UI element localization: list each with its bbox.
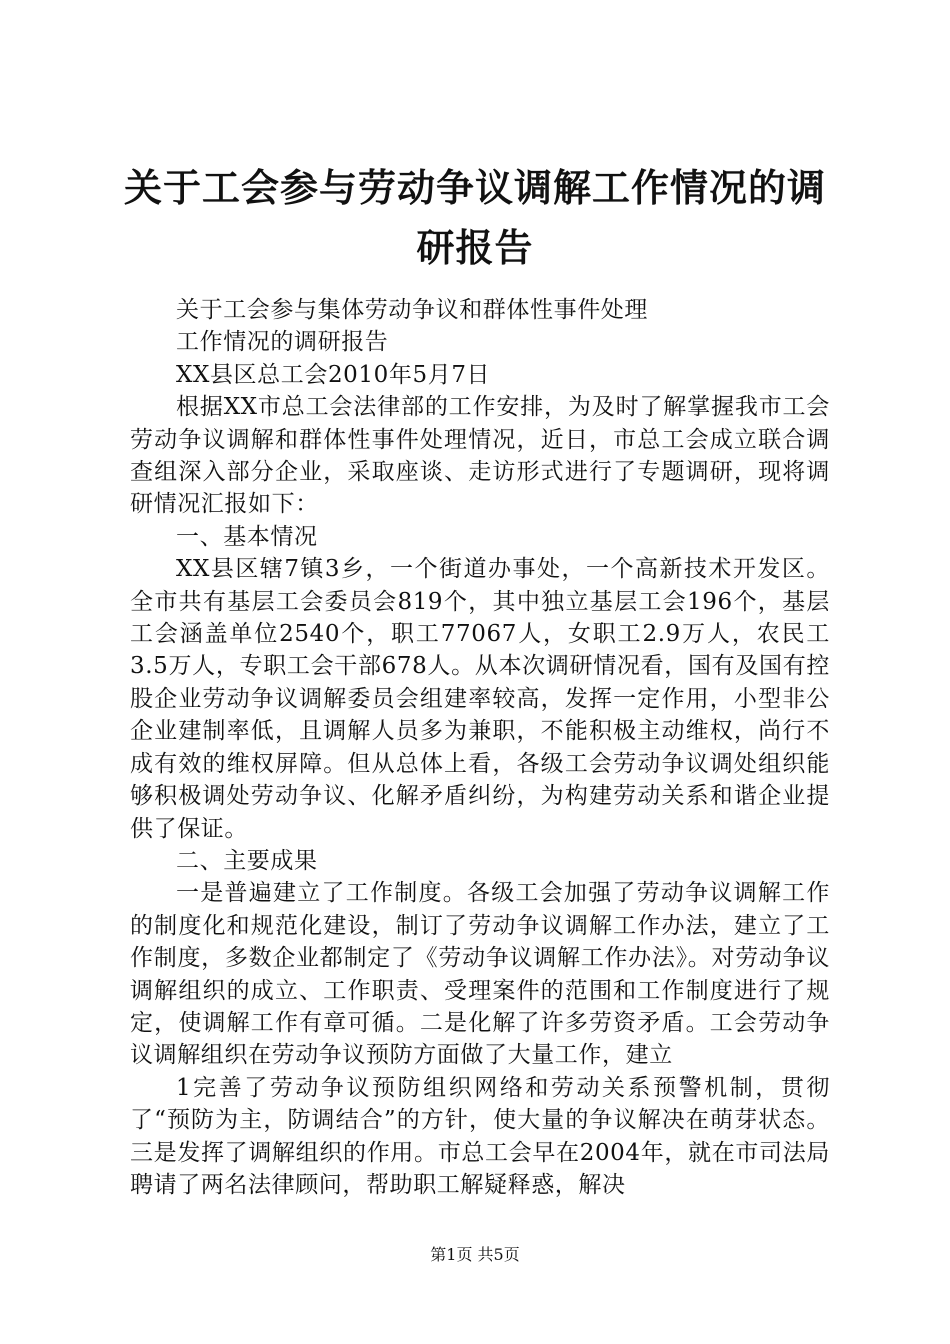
- section-heading-basic: 一、基本情况: [176, 523, 318, 550]
- results-paragraph-2: 1完善了劳动争议预防组织网络和劳动关系预警机制，贯彻了“预防为主，防调结合”的方针，使大量的争议解决在萌芽状态。三是发挥了调解组织的作用。市总工会早在2004年，就在市司法局聘请了两名法律顾问，帮助职工解疑释惑，解决: [130, 1074, 830, 1198]
- document-title: 关于工会参与劳动争议调解工作情况的调研报告: [123, 166, 826, 270]
- document-body: [130, 294, 830, 1201]
- author-date-line: XX县区总工会2010年5月7日: [176, 361, 491, 388]
- basic-situation-paragraph: XX县区辖7镇3乡，一个街道办事处，一个高新技术开发区。全市共有基层工会委员会819个，其中独立基层工会196个，基层工会涵盖单位2540个，职工77067人，女职工2.9万人，农民工3.5万人，专职工会干部678人。从本次调研情况看，国有及国有控股企业劳动争议调解委员会组建率较高，发挥一定作用，小型非公企业建制率低，且调解人员多为兼职，不能积极主动维权，尚行不成有效的维权屏障。但从总体上看，各级工会劳动争议调处组织能够积极调处劳动争议、化解矛盾纠纷，为构建劳动关系和谐企业提供了保证。: [130, 556, 830, 842]
- subtitle-line-1: 关于工会参与集体劳动争议和群体性事件处理: [176, 297, 648, 323]
- page-footer: 第1页 共5页: [430, 1245, 520, 1264]
- intro-paragraph: 根据XX市总工会法律部的工作安排，为及时了解掌握我市工会劳动争议调解和群体性事件处理情况，近日，市总工会成立联合调查组深入部分企业，采取座谈、走访形式进行了专题调研，现将调研情况汇报如下：: [130, 394, 830, 518]
- section-heading-results: 二、主要成果: [176, 847, 318, 874]
- results-paragraph-1: 一是普遍建立了工作制度。各级工会加强了劳动争议调解工作的制度化和规范化建设，制订了劳动争议调解工作办法，建立了工作制度，多数企业都制定了《劳动争议调解工作办法》。对劳动争议调解组织的成立、工作职责、受理案件的范围和工作制度进行了规定，使调解工作有章可循。二是化解了许多劳资矛盾。工会劳动争议调解组织在劳动争议预防方面做了大量工作，建立: [130, 880, 830, 1069]
- subtitle-line-2: 工作情况的调研报告: [176, 329, 389, 356]
